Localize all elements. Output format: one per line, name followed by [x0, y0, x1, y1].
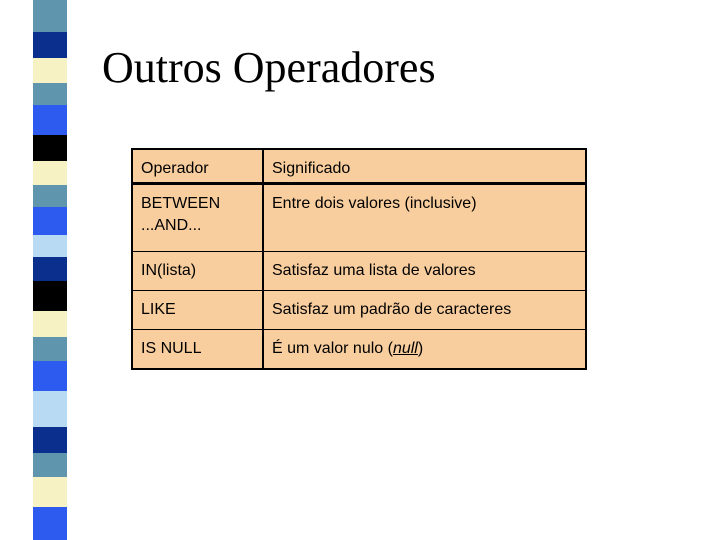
table-header-row	[132, 149, 586, 184]
stripe-block	[33, 453, 67, 477]
cell-meaning: Satisfaz um padrão de caracteres	[263, 291, 586, 330]
cell-operator: IS NULL	[132, 330, 263, 370]
stripe-block	[33, 337, 67, 361]
stripe-block	[33, 83, 67, 105]
stripe-block	[33, 257, 67, 281]
cell-operator: LIKE	[132, 291, 263, 330]
table-row	[132, 330, 586, 370]
stripe-block	[33, 0, 67, 32]
header-meaning: Significado	[263, 149, 586, 184]
cell-meaning: Entre dois valores (inclusive)	[263, 184, 586, 252]
stripe-block	[33, 281, 67, 311]
stripe-block	[33, 235, 67, 257]
table-row	[132, 184, 586, 252]
stripe-block	[33, 207, 67, 235]
meaning-italic: null	[392, 340, 418, 357]
stripe-block	[33, 427, 67, 453]
cell-meaning	[263, 330, 586, 370]
stripe-block	[33, 361, 67, 391]
stripe-block	[33, 58, 67, 83]
table-row	[132, 252, 586, 291]
slide-title: Outros Operadores	[102, 43, 436, 92]
meaning-suffix: )	[417, 340, 424, 357]
stripe-block	[33, 32, 67, 58]
stripe-block	[33, 391, 67, 427]
stripe-block	[33, 311, 67, 337]
stripe-block	[33, 105, 67, 135]
stripe-block	[33, 477, 67, 507]
cell-operator: BETWEEN ...AND...	[132, 184, 263, 252]
decorative-stripe	[0, 0, 70, 540]
stripe-block	[33, 507, 67, 540]
stripe-block	[33, 161, 67, 185]
cell-operator: IN(lista)	[132, 252, 263, 291]
stripe-block	[33, 135, 67, 161]
header-operator: Operador	[132, 149, 263, 184]
cell-meaning: Satisfaz uma lista de valores	[263, 252, 586, 291]
stripe-block	[33, 185, 67, 207]
operators-table	[131, 148, 587, 370]
meaning-prefix: É um valor nulo (	[272, 340, 393, 357]
table-row	[132, 291, 586, 330]
